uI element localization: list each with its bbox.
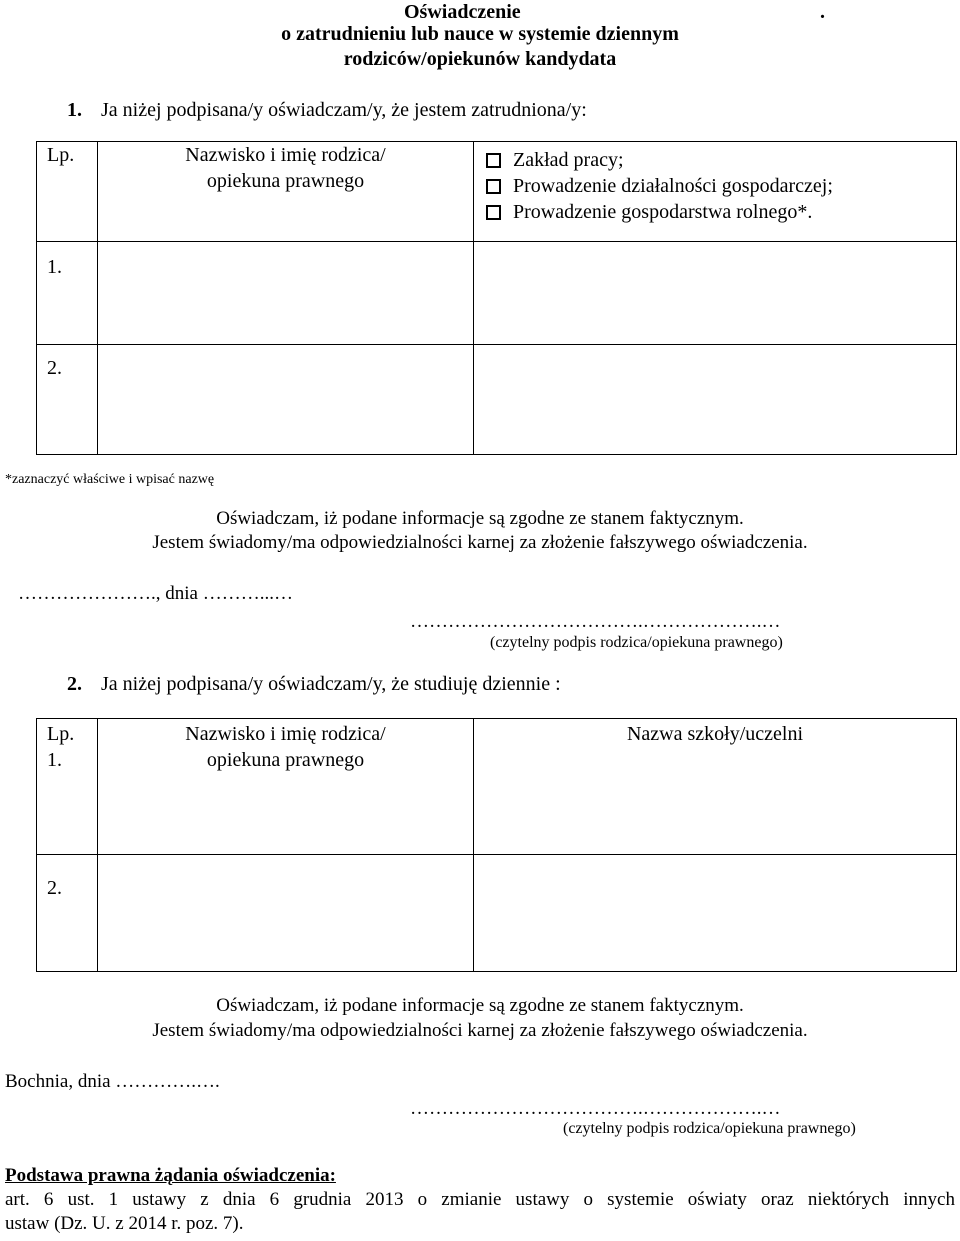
employment-table bbox=[36, 141, 957, 455]
option-business[interactable]: Prowadzenie działalności gospodarczej; bbox=[484, 173, 956, 199]
signature-line[interactable]: ……………………………….……………….… bbox=[410, 1098, 781, 1119]
statement2-line2: Jestem świadomy/ma odpowiedzialności karnej za złożenie fałszywego oświadczenia. bbox=[152, 1020, 808, 1041]
row-school-field[interactable] bbox=[474, 855, 957, 972]
legal-basis-heading: Podstawa prawna żądania oświadczenia: bbox=[5, 1165, 336, 1186]
row-name-field[interactable] bbox=[98, 345, 474, 455]
study-table bbox=[36, 718, 957, 972]
footnote: *zaznaczyć właściwe i wpisać nazwę bbox=[5, 472, 215, 487]
section1-heading: Ja niżej podpisana/y oświadczam/y, że jestem zatrudniona/y: bbox=[101, 99, 587, 121]
checkbox-icon[interactable] bbox=[486, 179, 501, 194]
signature-line[interactable]: ……………………………….……………….… bbox=[410, 611, 781, 632]
option-farm[interactable]: Prowadzenie gospodarstwa rolnego*. bbox=[484, 199, 956, 225]
row-number: 2. bbox=[37, 855, 98, 972]
signature-caption: (czytelny podpis rodzica/opiekuna prawnego) bbox=[563, 1120, 856, 1137]
signature-caption: (czytelny podpis rodzica/opiekuna prawnego) bbox=[490, 634, 783, 651]
document-subtitle-line2: rodziców/opiekunów kandydata bbox=[343, 48, 617, 70]
header-school: Nazwa szkoły/uczelni bbox=[474, 719, 957, 855]
section2-heading: Ja niżej podpisana/y oświadczam/y, że studiuję dziennie : bbox=[101, 673, 561, 695]
checkbox-icon[interactable] bbox=[486, 153, 501, 168]
statement-line1: Oświadczam, iż podane informacje są zgodne ze stanem faktycznym. bbox=[216, 508, 744, 529]
option-workplace[interactable]: Zakład pracy; bbox=[484, 147, 956, 173]
checkbox-icon[interactable] bbox=[486, 205, 501, 220]
document-title: Oświadczenie bbox=[404, 1, 521, 23]
header-name: Nazwisko i imię rodzica/ opiekuna prawnego bbox=[98, 142, 474, 242]
header-employment-options bbox=[474, 142, 957, 242]
row-name-field[interactable] bbox=[98, 242, 474, 345]
title-dot: . bbox=[820, 1, 825, 23]
header-lp: Lp. 1. bbox=[37, 719, 98, 855]
row-employment-field[interactable] bbox=[474, 345, 957, 455]
row-number: 2. bbox=[37, 345, 98, 455]
section2-number: 2. bbox=[67, 673, 82, 695]
date-line-bochnia[interactable]: Bochnia, dnia ………….…. bbox=[5, 1071, 220, 1092]
row-employment-field[interactable] bbox=[474, 242, 957, 345]
statement-line2: Jestem świadomy/ma odpowiedzialności karnej za złożenie fałszywego oświadczenia. bbox=[152, 532, 808, 553]
row-number: 1. bbox=[37, 242, 98, 345]
section1-number: 1. bbox=[67, 99, 82, 121]
header-lp: Lp. bbox=[37, 142, 98, 242]
header-name: Nazwisko i imię rodzica/ opiekuna prawnego bbox=[98, 719, 474, 855]
row-name-field[interactable] bbox=[98, 855, 474, 972]
legal-basis-text-line2: ustaw (Dz. U. z 2014 r. poz. 7). bbox=[5, 1213, 244, 1234]
statement2-line1: Oświadczam, iż podane informacje są zgodne ze stanem faktycznym. bbox=[216, 995, 744, 1016]
legal-basis-text-line1: art. 6 ust. 1 ustawy z dnia 6 grudnia 2013 o zmianie ustawy o systemie oświaty oraz niektórych innych bbox=[5, 1189, 955, 1210]
date-line[interactable]: …………………., dnia ………...… bbox=[18, 583, 293, 604]
document-subtitle-line1: o zatrudnieniu lub nauce w systemie dziennym bbox=[281, 23, 679, 45]
